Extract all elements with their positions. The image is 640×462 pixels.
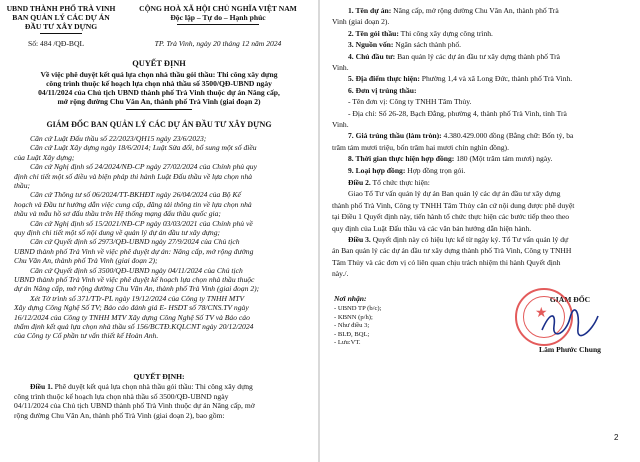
recipient-item: - Lưu:VT. [334,339,361,347]
decision-detail-line: 1. Tên dự án: Nâng cấp, mở rộng đường Chu Văn An, thành phố Trà [348,6,559,15]
legal-basis-line: 16/12/2024 của Công ty TNHH MTV Xây dựng Công Nghệ Số TV và Báo cáo [14,312,250,322]
motto: Độc lập – Tự do – Hạnh phúc [170,13,266,22]
legal-basis-line: thẩm định kết quả lựa chọn nhà thầu số 156/BCTĐ.KQLCNT ngày 20/12/2024 [14,322,254,331]
decision-detail-line: - Tên đơn vị: Công ty TNHH Tâm Thủy. [348,97,472,107]
signer-title: GIÁM ĐỐC [549,295,591,304]
legal-basis-line: dự án Nâng cấp, mở rộng đường Chu Văn An, thành phố Trà Vinh (giai đoạn 2); [14,284,260,294]
recipient-item: - UBND TP (b/c); [334,305,382,312]
decision-detail-line: 2. Tên gói thầu: Thi công xây dựng công trình. [348,28,493,38]
decision-detail-line: Tâm Thủy và các đơn vị có liên quan chịu trách nhiệm thi hành Quyết định [332,257,561,267]
decision-detail-line: này./. [332,269,349,279]
signer-name: Lâm Phước Chung [539,345,601,354]
article-1-line: Điều 1. Phê duyệt kết quả lựa chọn nhà thầu gói thầu: Thi công xây dựng [30,382,253,391]
legal-basis-line: hoạch và Đầu tư hướng dẫn việc cung cấp, đăng tải thông tin về lựa chọn nhà [14,199,252,209]
decision-detail-line: Vinh. [332,63,349,72]
decision-detail-line: thành phố Trà Vinh, Công ty TNHH Tâm Thủy căn cứ nội dung được phê duyệt [332,200,575,210]
decision-subject-4: mở rộng đường Chu Văn An, thành phố Trà Vinh (giai đoạn 2) [57,97,261,106]
decision-detail-line: Điều 2. Tổ chức thực hiện: [348,178,430,187]
legal-basis-line: Căn cứ Nghị định số 24/2024/NĐ-CP ngày 27/02/2024 của Chính phủ quy [30,162,257,172]
decision-detail-line: 3. Nguồn vốn: Ngân sách thành phố. [348,40,462,50]
article-1-line: 04/11/2024 của Chủ tịch UBND thành phố Trà Vinh thuộc dự án Nâng cấp, mở [14,401,255,411]
recipients-label: Nơi nhận: [334,294,367,303]
decision-detail-line: Điều 3. Quyết định này có hiệu lực kể từ ngày ký. Tổ Tư vấn quản lý dự [348,235,569,244]
decision-heading: QUYẾT ĐỊNH [132,59,186,68]
decision-detail-line: Vinh. [332,120,349,129]
org-line-2: BAN QUẢN LÝ CÁC DỰ ÁN [12,13,110,22]
stamp-star-icon: ★ [535,306,548,321]
decision-detail-line: 4. Chủ đầu tư: Ban quản lý các dự án đầu tư xây dựng thành phố Trà [348,51,561,61]
legal-basis-line: Xây dựng Công Nghệ Số TV; Báo cáo đánh giá E- HSDT số 78/CNS.TV ngày [14,303,249,313]
legal-basis-line: Căn cứ Thông tư số 06/2024/TT-BKHĐT ngày 26/04/2024 của Bộ Kế [30,190,241,200]
legal-basis-line: Căn cứ Luật Xây dựng ngày 18/6/2014; Luật Sửa đổi, bổ sung một số điều [30,143,257,153]
org-line-1: UBND THÀNH PHỐ TRÀ VINH [6,4,116,13]
recipient-item: - BLĐ, BQL; [334,330,370,338]
subject-underline [126,109,192,110]
legal-basis-line: UBND thành phố Trà Vinh về việc phê duyệt kế hoạch lựa chọn nhà thầu thuộc [14,275,255,284]
decision-subject-1: Về việc phê duyệt kết quả lựa chọn nhà thầu gói thầu: Thi công xây dựng [40,70,278,79]
legal-basis-line: của Công ty Cổ phần tư vấn thiết kế Hoàn Anh. [14,331,159,341]
org-line-3: ĐẦU TƯ XÂY DỰNG [24,22,98,31]
decision-detail-line: trăm tám mươi triệu, bốn trăm hai mươi chín nghìn đồng). [332,142,509,152]
decision-detail-line: án Ban quản lý các dự án đầu tư xây dựng thành phố Trà Vinh, Công ty TNHH [332,246,572,256]
legal-basis-line: thầu và mẫu hồ sơ đấu thầu trên Hệ thống mạng đấu thầu quốc gia; [14,209,221,219]
legal-basis-line: Căn cứ Luật Đấu thầu số 22/2023/QH15 ngày 23/6/2023; [30,134,207,143]
legal-basis-line: của Luật Xây dựng; [14,152,75,162]
page-number: 2 [614,433,619,442]
legal-basis-line: quy định chi tiết một số nội dung về quản lý dự án đầu tư xây dựng; [14,228,221,237]
doc-number: Số: 484 /QĐ-BQL [28,39,85,48]
authority-line: GIÁM ĐỐC BAN QUẢN LÝ CÁC DỰ ÁN ĐẦU TƯ XÂY DỰNG [46,120,272,129]
legal-basis-line: UBND thành phố Trà Vinh về việc phê duyệt dự án: Nâng cấp, mở rộng đường [14,246,254,256]
article-1-line: công trình thuộc kế hoạch lựa chọn nhà thầu số 3500/QĐ-UBND ngày [14,391,229,401]
legal-basis-line: Chu Văn An, thành phố Trà Vinh (giai đoạn 2); [14,256,158,266]
decision-detail-line: 7. Giá trúng thầu (làm tròn): 4.380.429.000 đồng (Bằng chữ: Bốn tỷ, ba [348,131,574,141]
legal-basis-line: thầu; [14,181,31,190]
legal-basis-line: Căn cứ Quyết định số 3500/QĐ-UBND ngày 04/11/2024 của Chủ tịch [30,265,243,275]
decision-detail-line: Vinh (giai đoạn 2). [332,17,390,27]
decision-detail-line: - Địa chỉ: Số 26-28, Bạch Đằng, phường 4, thành phố Trà Vinh, tỉnh Trà [348,108,567,118]
legal-basis-line: Căn cứ Nghị định số 15/2021/NĐ-CP ngày 03/03/2021 của Chính phủ về [30,218,253,228]
decision-subject-2: công trình thuộc kế hoạch lựa chọn nhà thầu số 3500/QĐ-UBND ngày [46,79,272,88]
place-date: TP. Trà Vinh, ngày 20 tháng 12 năm 2024 [154,39,282,48]
country-name: CỘNG HOÀ XÃ HỘI CHỦ NGHĨA VIỆT NAM [139,4,297,13]
decision-detail-line: tại Điều 1 Quyết định này, tiến hành tổ chức thực hiện các bước tiếp theo theo [332,212,570,222]
decision-subject-3: 04/11/2024 của Chủ tịch UBND thành phố Trà Vinh thuộc dự án Nâng cấp, [38,88,280,97]
decision-detail-line: Giao Tổ Tư vấn quản lý dự án Ban quản lý các dự án đầu tư xây dựng [348,189,561,199]
page-left [0,0,318,462]
legal-basis-line: định chi tiết một số điều và biện pháp thi hành Luật Đấu thầu về lựa chọn nhà [14,171,253,181]
recipient-item: - Như điều 3; [334,322,370,330]
decision-detail-line: quy định của Luật Đấu thầu và các văn bản hướng dẫn hiện hành. [332,223,532,233]
legal-basis-line: Căn cứ Quyết định số 2973/QĐ-UBND ngày 27/9/2024 của Chủ tịch [30,237,240,247]
legal-basis-line: Xét Tờ trình số 371/TTr-PL ngày 19/12/2024 của Công ty TNHH MTV [30,293,245,303]
page-right [320,0,640,462]
decision-detail-line: 5. Địa điểm thực hiện: Phường 1,4 và xã Long Đức, thành phố Trà Vinh. [348,74,573,84]
decision-detail-line: 8. Thời gian thực hiện hợp đồng: 180 (Một trăm tám mươi) ngày. [348,154,553,164]
signature-scribble [540,308,600,338]
decide-heading: QUYẾT ĐỊNH: [133,372,185,381]
recipient-item: - KBNN (p/h); [334,313,373,321]
decision-detail-line: 9. Loại hợp đồng: Hợp đồng trọn gói. [348,165,466,175]
article-1-line: rộng đường Chu Văn An, thành phố Trà Vinh (giai đoạn 2), bao gồm: [14,410,225,420]
decision-detail-line: 6. Đơn vị trúng thầu: [348,85,417,95]
org-underline [40,33,82,34]
motto-underline [177,24,259,25]
